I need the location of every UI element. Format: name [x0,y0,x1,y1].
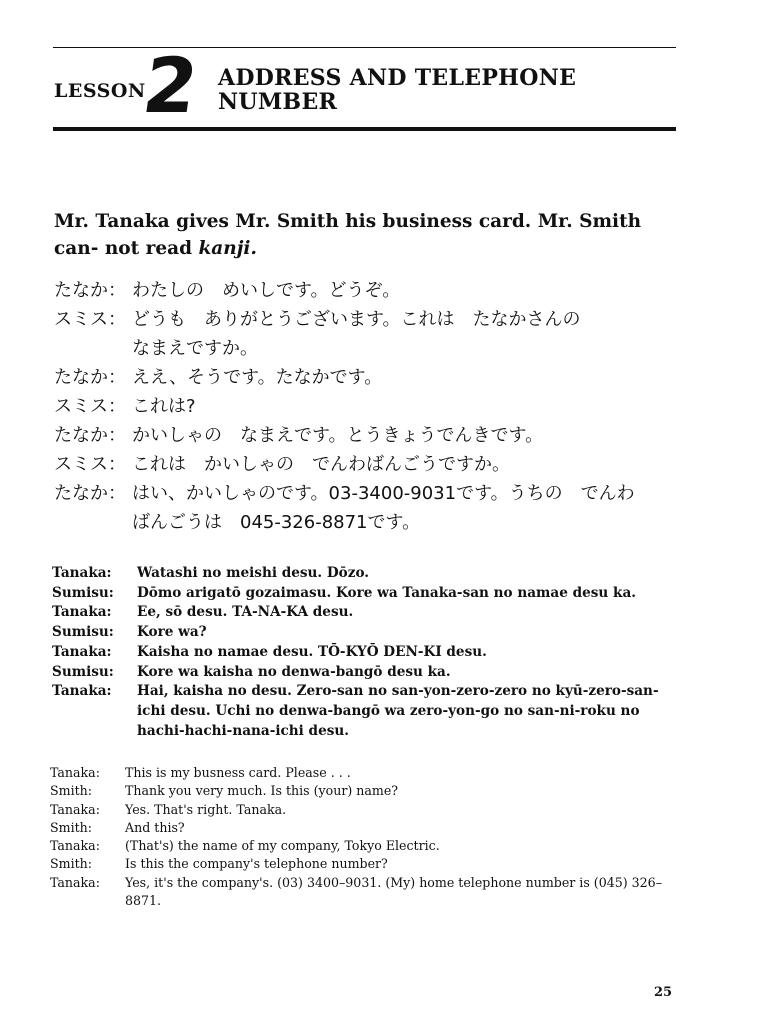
romaji-text: Hai, kaisha no desu. Zero-san no san-yon-zero-zero no kyū-zero-san-ichi desu. Uchi no denwa-bangō wa zero-yon-go no san-ni-roku no hachi-hachi-nana-ichi desu. [137,683,659,739]
romaji-speaker: Tanaka: [52,604,112,621]
english-text: Is this the company's telephone number? [125,856,388,872]
romaji-text: Ee, sō desu. TA-NA-KA desu. [137,604,354,621]
jp-speaker: たなか： [54,280,126,301]
intro-paragraph [54,208,684,262]
english-text: Thank you very much. Is this (your) name? [125,783,399,799]
english-line [50,801,682,819]
romaji-speaker: Sumisu: [52,584,114,601]
lesson-label: LESSON [54,80,146,102]
jp-text: ばんごうは 045-326-8871です。 [132,512,421,533]
english-text: And this? [125,819,185,835]
romaji-text: Kore wa? [137,624,207,641]
english-line [50,764,682,782]
header-bottom-rule [53,127,676,131]
jp-text: ええ、そうです。たなかです。 [132,367,383,388]
english-line [50,837,682,855]
english-speaker: Tanaka: [50,838,100,854]
lesson-title [218,66,576,114]
english-line [50,819,682,837]
romaji-line [52,682,682,741]
jp-line [54,479,694,508]
jp-line [54,334,694,363]
english-line [50,855,682,873]
japanese-dialogue [54,276,694,537]
romaji-speaker: Tanaka: [52,683,112,700]
jp-speaker: たなか： [54,483,126,504]
romaji-line [52,663,682,683]
romaji-line [52,564,682,584]
lesson-number: 2 [137,41,204,130]
jp-speaker: スミス： [54,396,126,417]
english-speaker: Tanaka: [50,874,100,890]
english-speaker: Smith: [50,856,93,872]
romaji-speaker: Tanaka: [52,565,112,581]
english-text: Yes, it's the company's. (03) 3400–9031. (My) home telephone number is (045) 326–8871. [125,874,662,909]
intro-emphasis: kanji. [198,238,257,259]
jp-speaker: スミス： [54,309,126,330]
romaji-dialogue [52,564,682,741]
romaji-line [52,603,682,623]
romaji-speaker: Tanaka: [52,643,112,660]
jp-line [54,305,694,334]
romaji-line [52,643,682,663]
english-speaker: Smith: [50,819,93,835]
header-top-rule [53,47,676,48]
romaji-speaker: Sumisu: [52,624,114,641]
jp-text: これは かいしゃの でんわばんごうですか。 [132,454,510,475]
jp-text: かいしゃの なまえです。とうきょうでんきです。 [132,425,544,446]
english-speaker: Tanaka: [50,765,100,780]
romaji-text: Kaisha no namae desu. TŌ-KYŌ DEN-KI desu. [137,643,487,660]
jp-text: なまえですか。 [132,338,258,359]
romaji-line [52,623,682,643]
romaji-text: Dōmo arigatō gozaimasu. Kore wa Tanaka-san no namae desu ka. [137,584,636,601]
jp-speaker: たなか： [54,367,126,388]
english-dialogue [50,764,682,910]
english-text: This is my busness card. Please . . . [125,765,351,780]
lesson-title-line1: ADDRESS AND TELEPHONE [218,65,577,91]
jp-speaker: たなか： [54,425,126,446]
english-speaker: Tanaka: [50,801,100,817]
romaji-text: Kore wa kaisha no denwa-bangō desu ka. [137,663,451,680]
english-line [50,874,682,911]
english-line [50,782,682,800]
romaji-line [52,584,682,604]
page-number: 25 [654,985,673,1000]
jp-speaker: スミス： [54,454,126,475]
intro-text: Mr. Tanaka gives Mr. Smith his business card. Mr. Smith can- not read [54,211,642,259]
romaji-speaker: Sumisu: [52,663,114,680]
english-speaker: Smith: [50,783,93,799]
romaji-text: Watashi no meishi desu. Dōzo. [137,565,370,581]
english-text: (That's) the name of my company, Tokyo Electric. [125,838,440,854]
jp-line [54,363,694,392]
jp-line [54,450,694,479]
english-text: Yes. That's right. Tanaka. [125,801,287,817]
jp-line [54,276,694,305]
jp-line [54,392,694,421]
jp-text: わたしの めいしです。どうぞ。 [132,280,401,301]
lesson-title-line2: NUMBER [218,89,338,115]
jp-text: どうも ありがとうございます。これは たなかさんの [132,309,581,330]
jp-line [54,508,694,537]
jp-text: これは? [132,396,196,417]
jp-line [54,421,694,450]
jp-text: はい、かいしゃのです。03-3400-9031です。うちの でんわ [132,483,635,504]
